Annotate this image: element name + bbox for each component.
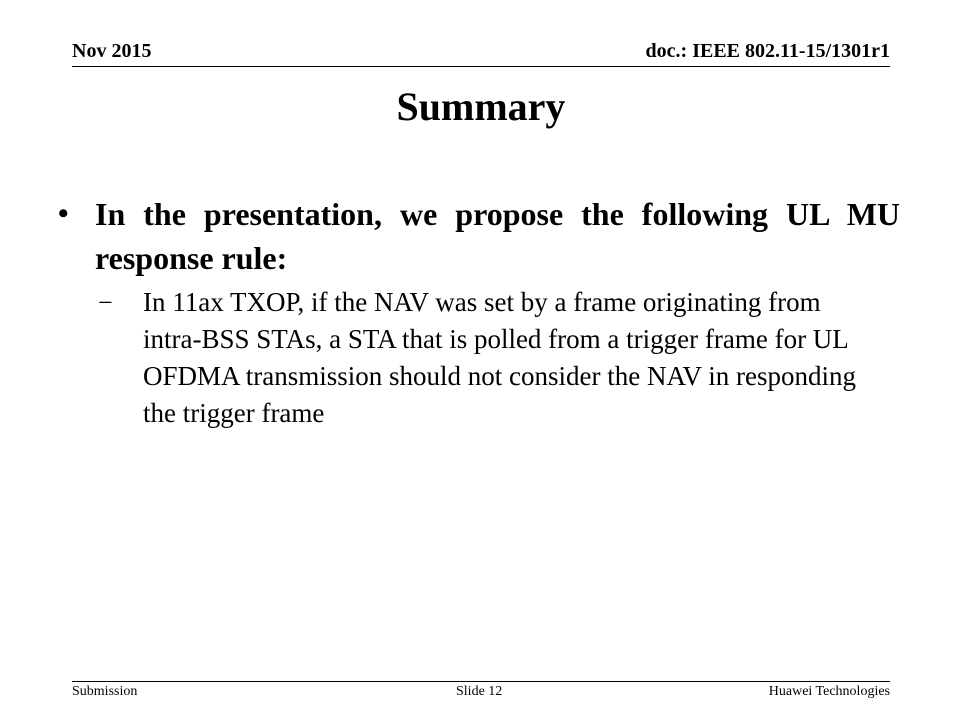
footer-divider xyxy=(72,681,890,682)
sub-bullet-marker: − xyxy=(98,288,113,317)
sub-bullet-item xyxy=(52,284,900,432)
bullet-item xyxy=(52,192,900,280)
footer-submission: Submission xyxy=(72,684,138,699)
slide-body xyxy=(52,192,900,432)
footer-slide-number: Slide 12 xyxy=(456,684,503,699)
header-date: Nov 2015 xyxy=(72,40,152,62)
sub-bullet-text: In 11ax TXOP, if the NAV was set by a frame originating from intra-BSS STAs, a STA that is polled from a trigger frame for UL OFDMA transmission should not consider the NAV in responding the trigger frame xyxy=(143,287,857,428)
header-divider xyxy=(72,66,890,67)
bullet-text: In the presentation, we propose the following UL MU response rule: xyxy=(95,196,900,276)
header-doc-id: doc.: IEEE 802.11-15/1301r1 xyxy=(645,40,890,62)
slide-title: Summary xyxy=(396,84,566,129)
footer-organization: Huawei Technologies xyxy=(768,684,890,699)
bullet-marker: • xyxy=(58,197,69,230)
